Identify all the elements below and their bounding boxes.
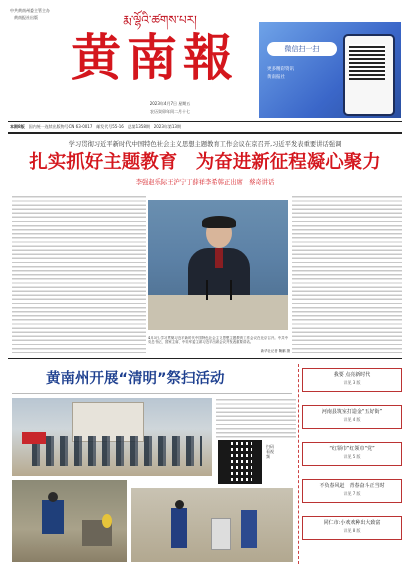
issue-date: 2023年4月7日 xyxy=(149,101,177,106)
lead-subline: 李强赵乐际王沪宁丁薛祥李希韩正出席 蔡奇讲话 xyxy=(135,179,275,186)
wechat-caption-2: 黄南报社 xyxy=(267,75,285,80)
publisher-line-2: 黄南报社出版 xyxy=(14,15,38,20)
lead-photo-credit: 新华社记者 鞠鹏 摄 xyxy=(260,349,290,353)
sidebar-item-0[interactable] xyxy=(302,368,402,392)
sidebar-item-page: 详见 4 版 xyxy=(343,417,361,422)
sidebar-item-2[interactable] xyxy=(302,442,402,466)
sidebar-item-title: 河南县筑室打造金“五好街” xyxy=(321,409,383,415)
story2-body xyxy=(216,398,296,438)
sidebar-item-page: 详见 7 版 xyxy=(343,491,361,496)
cn-number: 国内统一连续出版物号CN 63-0017 xyxy=(28,124,93,129)
story2-photo-graves xyxy=(12,480,127,562)
microphone-icon-2 xyxy=(230,280,232,300)
wechat-caption-1: 更多精彩资讯 xyxy=(267,67,294,72)
lunar-date: 农历癸卯年闰二月十七 xyxy=(150,109,190,114)
sidebar-item-title: 我要 点亮新时代 xyxy=(333,372,371,378)
issue-weekday: 星期五 xyxy=(178,101,191,106)
newspaper-title: 黄南報 xyxy=(71,28,239,87)
info-bar-bottom-rule xyxy=(8,132,402,134)
info-bar-top-rule xyxy=(8,121,402,122)
info-bar xyxy=(10,124,402,129)
lead-photo-caption: 4月3日,学习贯彻习近平新时代中国特色社会主义思想主题教育工作会议在北京召开。中共中央总书记、国家主席、中央军委主席习近平出席会议并发表重要讲话。 xyxy=(148,336,288,345)
mail-code: 邮发代号55-16 xyxy=(96,124,124,129)
lead-kicker: 学习贯彻习近平新时代中国特色社会主义思想主题教育工作会议在京召开,习近平发表重要讲话强调 xyxy=(68,141,342,148)
story2-qr-code[interactable] xyxy=(218,440,262,484)
serial-number: 总第1358期 xyxy=(127,124,150,129)
story2-qr-label: 扫码看视频 xyxy=(266,444,274,459)
story2-headline-rule xyxy=(12,393,292,394)
lead-body-right xyxy=(292,195,402,353)
sidebar-item-4[interactable] xyxy=(302,516,402,540)
sidebar-item-title: 不负春风赶 青春奋斗正当时 xyxy=(319,483,385,489)
sidebar-item-page: 详见 8 版 xyxy=(343,528,361,533)
lead-photo xyxy=(148,200,288,330)
story2-photo-memorial xyxy=(12,398,212,476)
podium-desk xyxy=(148,295,288,330)
story2-headline: 黄南州开展“清明”祭扫活动 xyxy=(46,371,225,387)
sidebar-item-3[interactable] xyxy=(302,479,402,503)
sidebar-item-page: 详见 5 版 xyxy=(343,454,361,459)
lead-headline: 扎实抓好主题教育 为奋进新征程凝心聚力 xyxy=(29,152,381,173)
wechat-qr-code[interactable] xyxy=(349,44,385,80)
publisher-line-1: 中共黄南州委主管主办 xyxy=(10,8,50,13)
issue-count: 2023年第13期 xyxy=(153,124,181,129)
story2-photo-students xyxy=(131,488,293,562)
sidebar-item-title: “红领巾”红领巾“党” xyxy=(329,446,375,452)
lead-body-left xyxy=(12,195,146,353)
sidebar-item-1[interactable] xyxy=(302,405,402,429)
speaker-figure xyxy=(188,218,250,298)
microphone-icon xyxy=(206,280,208,300)
date-line xyxy=(110,101,230,106)
wechat-promo xyxy=(259,22,401,118)
sidebar-item-page: 详见 3 版 xyxy=(343,380,361,385)
wechat-label: 微信扫一扫 xyxy=(267,42,337,56)
tibetan-title: རྨ་ལྷོའི་ཚགས་པར། xyxy=(123,13,197,27)
edition-count: 本期8版 xyxy=(10,124,25,129)
section-divider xyxy=(8,358,402,359)
sidebar-item-title: 同仁市:小欢欢种出大致富 xyxy=(323,520,381,526)
